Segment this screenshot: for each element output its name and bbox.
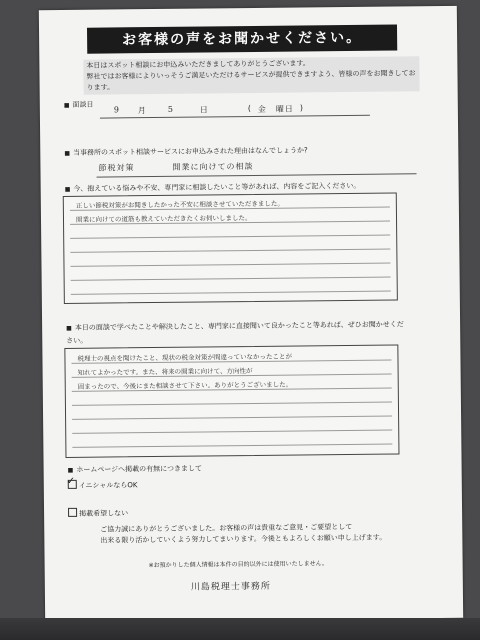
homepage-label: ■ ホームページへ掲載の有無につきまして [68, 464, 203, 476]
interview-month[interactable]: 9 [113, 105, 120, 115]
office-name: 川島税理士事務所 [190, 581, 271, 593]
interview-weekday-unit: 曜日 [275, 104, 294, 114]
intro-text: 本日はスポット相談にお申込みいただきましてありがとうございます。 弊社ではお客様によりいっそうご満足いただけるサービスが提供できますよう、皆様の声をお聞きしております。 [83, 56, 419, 95]
q2-rule [70, 249, 390, 253]
desk-surface [0, 618, 480, 640]
q3-answer-line-3: 固まったので、今後にまた相談させて下さい。ありがとうございました。 [77, 380, 293, 391]
option-no-label: 掲載希望しない [79, 509, 129, 518]
q1-label: ■ 当事務所のスポット相談サービスにお申込みされた理由はなんでしょうか? [64, 145, 307, 159]
q3-rule [72, 416, 392, 420]
q2-answer-line-2: 開業に向けての道筋も教えていただきたくお伺いしました。 [75, 213, 252, 224]
q2-answer-line-1: 正しい節税対策がお聞きしたかった不安に相談させていただきました。 [75, 199, 284, 210]
weekday-close-paren: ) [299, 103, 305, 113]
option-initial-row[interactable] [66, 475, 138, 491]
survey-sheet [39, 6, 463, 622]
survey-title: お客様の声をお聞かせください。 [87, 24, 397, 53]
thanks-text: ご協力誠にありがとうございました。お客様の声は貴重なご意見・ご要望として 出来る限り活かしていくよう努力してまいります。今後ともよろしくお願い申し上げます。 [100, 522, 387, 545]
q1-answer-a[interactable]: 節税対策 [98, 163, 135, 173]
q3-answer-line-1: 税理士の視点を聞けたこと、現状の税金対策が間違っていなかったことが [77, 352, 292, 363]
option-no-row[interactable] [68, 507, 128, 519]
q1-answer-line [97, 173, 417, 177]
unchecked-box-icon[interactable] [68, 508, 77, 517]
interview-day[interactable]: 5 [167, 104, 174, 114]
q3-rule [72, 430, 392, 434]
q2-rule [71, 291, 391, 295]
q2-rule [70, 263, 390, 267]
interview-day-unit: 日 [199, 105, 209, 115]
q2-rule [70, 235, 390, 239]
privacy-note: ※お預かりした個人情報は本件の目的以外には使用いたしません。 [148, 560, 329, 570]
q2-label: ■ 今、抱えている悩みや不安、専門家に相談したいこと等があれば、内容をご記入ください。 [65, 181, 361, 195]
q3-rule [72, 444, 392, 448]
q2-answer-box[interactable] [63, 192, 398, 303]
checked-box-icon[interactable]: ✓ [66, 475, 76, 487]
q3-answer-box[interactable] [64, 344, 399, 457]
interview-date-label: ■ 面談日 [64, 100, 94, 111]
q3-rule [72, 402, 392, 406]
weekday-open-paren: ( [247, 103, 253, 114]
q2-rule [71, 277, 391, 281]
interview-month-unit: 月 [137, 106, 147, 116]
q1-answer-b[interactable]: 開業に向けての相談 [172, 161, 254, 172]
interview-weekday[interactable]: 金 [257, 104, 267, 114]
q3-answer-line-2: 知れてよかったです。また、将来の開業に向けて、方向性が [77, 366, 253, 377]
option-initial-label: イニシャルならOK [78, 481, 138, 490]
q3-label: ■ 本日の面談で学べたことや解決したこと、専門家に直接聞いて良かったこと等あれば、ぜひお聞かせください。 [66, 318, 406, 347]
